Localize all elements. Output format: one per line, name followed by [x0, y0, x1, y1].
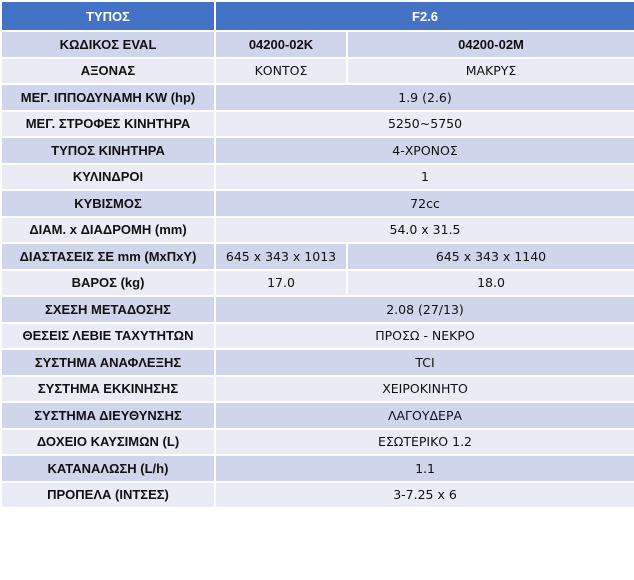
spec-row	[1, 190, 634, 217]
spec-row	[1, 349, 634, 376]
spec-row	[1, 296, 634, 323]
spec-value: 5250~5750	[215, 111, 634, 138]
spec-value: 2.08 (27/13)	[215, 296, 634, 323]
spec-value: ΧΕΙΡΟΚΙΝΗΤΟ	[215, 376, 634, 403]
spec-label: ΤΥΠΟΣ ΚΙΝΗΤΗΡΑ	[1, 137, 215, 164]
spec-label: ΠΡΟΠΕΛΑ (ΙΝΤΣΕΣ)	[1, 482, 215, 509]
spec-value: ΕΣΩΤΕΡΙΚΟ 1.2	[215, 429, 634, 456]
codes-row	[1, 31, 634, 58]
dimensions-long: 645 x 343 x 1140	[347, 243, 634, 270]
spec-row	[1, 429, 634, 456]
spec-label: ΔΙΑΜ. x ΔΙΑΔΡΟΜΗ (mm)	[1, 217, 215, 244]
spec-value: 54.0 x 31.5	[215, 217, 634, 244]
spec-row	[1, 376, 634, 403]
spec-row	[1, 137, 634, 164]
spec-row	[1, 84, 634, 111]
spec-row	[1, 402, 634, 429]
code-short: 04200-02K	[215, 31, 347, 58]
header-model: F2.6	[215, 1, 634, 31]
weight-short: 17.0	[215, 270, 347, 297]
spec-label: ΣΧΕΣΗ ΜΕΤΑΔΟΣΗΣ	[1, 296, 215, 323]
spec-label: ΣΥΣΤΗΜΑ ΑΝΑΦΛΕΞΗΣ	[1, 349, 215, 376]
dimensions-row	[1, 243, 634, 270]
weight-row	[1, 270, 634, 297]
spec-label: ΘΕΣΕΙΣ ΛΕΒΙΕ ΤΑΧΥΤΗΤΩΝ	[1, 323, 215, 350]
weight-label: ΒΑΡΟΣ (kg)	[1, 270, 215, 297]
axis-row	[1, 58, 634, 85]
spec-value: ΛΑΓΟΥΔΕΡΑ	[215, 402, 634, 429]
dimensions-label: ΔΙΑΣΤΑΣΕΙΣ ΣΕ mm (ΜxΠxΥ)	[1, 243, 215, 270]
spec-value: 72cc	[215, 190, 634, 217]
dimensions-short: 645 x 343 x 1013	[215, 243, 347, 270]
spec-row	[1, 164, 634, 191]
spec-label: ΚΥΛΙΝΔΡΟΙ	[1, 164, 215, 191]
spec-value: 1.9 (2.6)	[215, 84, 634, 111]
codes-label: ΚΩΔΙΚΟΣ EVAL	[1, 31, 215, 58]
axis-long: ΜΑΚΡΥΣ	[347, 58, 634, 85]
spec-value: 4-ΧΡΟΝΟΣ	[215, 137, 634, 164]
spec-row	[1, 111, 634, 138]
spec-value: 1	[215, 164, 634, 191]
spec-label: ΚΥΒΙΣΜΟΣ	[1, 190, 215, 217]
spec-value: 1.1	[215, 455, 634, 482]
spec-row	[1, 217, 634, 244]
spec-value: TCI	[215, 349, 634, 376]
spec-label: ΣΥΣΤΗΜΑ ΕΚΚΙΝΗΣΗΣ	[1, 376, 215, 403]
spec-row	[1, 323, 634, 350]
spec-label: ΔΟΧΕΙΟ ΚΑΥΣΙΜΩΝ (L)	[1, 429, 215, 456]
code-long: 04200-02M	[347, 31, 634, 58]
axis-label: ΑΞΟΝΑΣ	[1, 58, 215, 85]
header-label: ΤΥΠΟΣ	[1, 1, 215, 31]
spec-value: 3-7.25 x 6	[215, 482, 634, 509]
spec-label: ΣΥΣΤΗΜΑ ΔΙΕΥΘΥΝΣΗΣ	[1, 402, 215, 429]
spec-label: ΜΕΓ. ΣΤΡΟΦΕΣ ΚΙΝΗΤΗΡΑ	[1, 111, 215, 138]
spec-row	[1, 455, 634, 482]
spec-label: ΚΑΤΑΝΑΛΩΣΗ (L/h)	[1, 455, 215, 482]
spec-value: ΠΡΟΣΩ - ΝΕΚΡΟ	[215, 323, 634, 350]
spec-label: ΜΕΓ. ΙΠΠΟΔΥΝΑΜΗ KW (hp)	[1, 84, 215, 111]
axis-short: ΚΟΝΤΟΣ	[215, 58, 347, 85]
weight-long: 18.0	[347, 270, 634, 297]
spec-row	[1, 482, 634, 509]
header-row	[1, 1, 634, 31]
